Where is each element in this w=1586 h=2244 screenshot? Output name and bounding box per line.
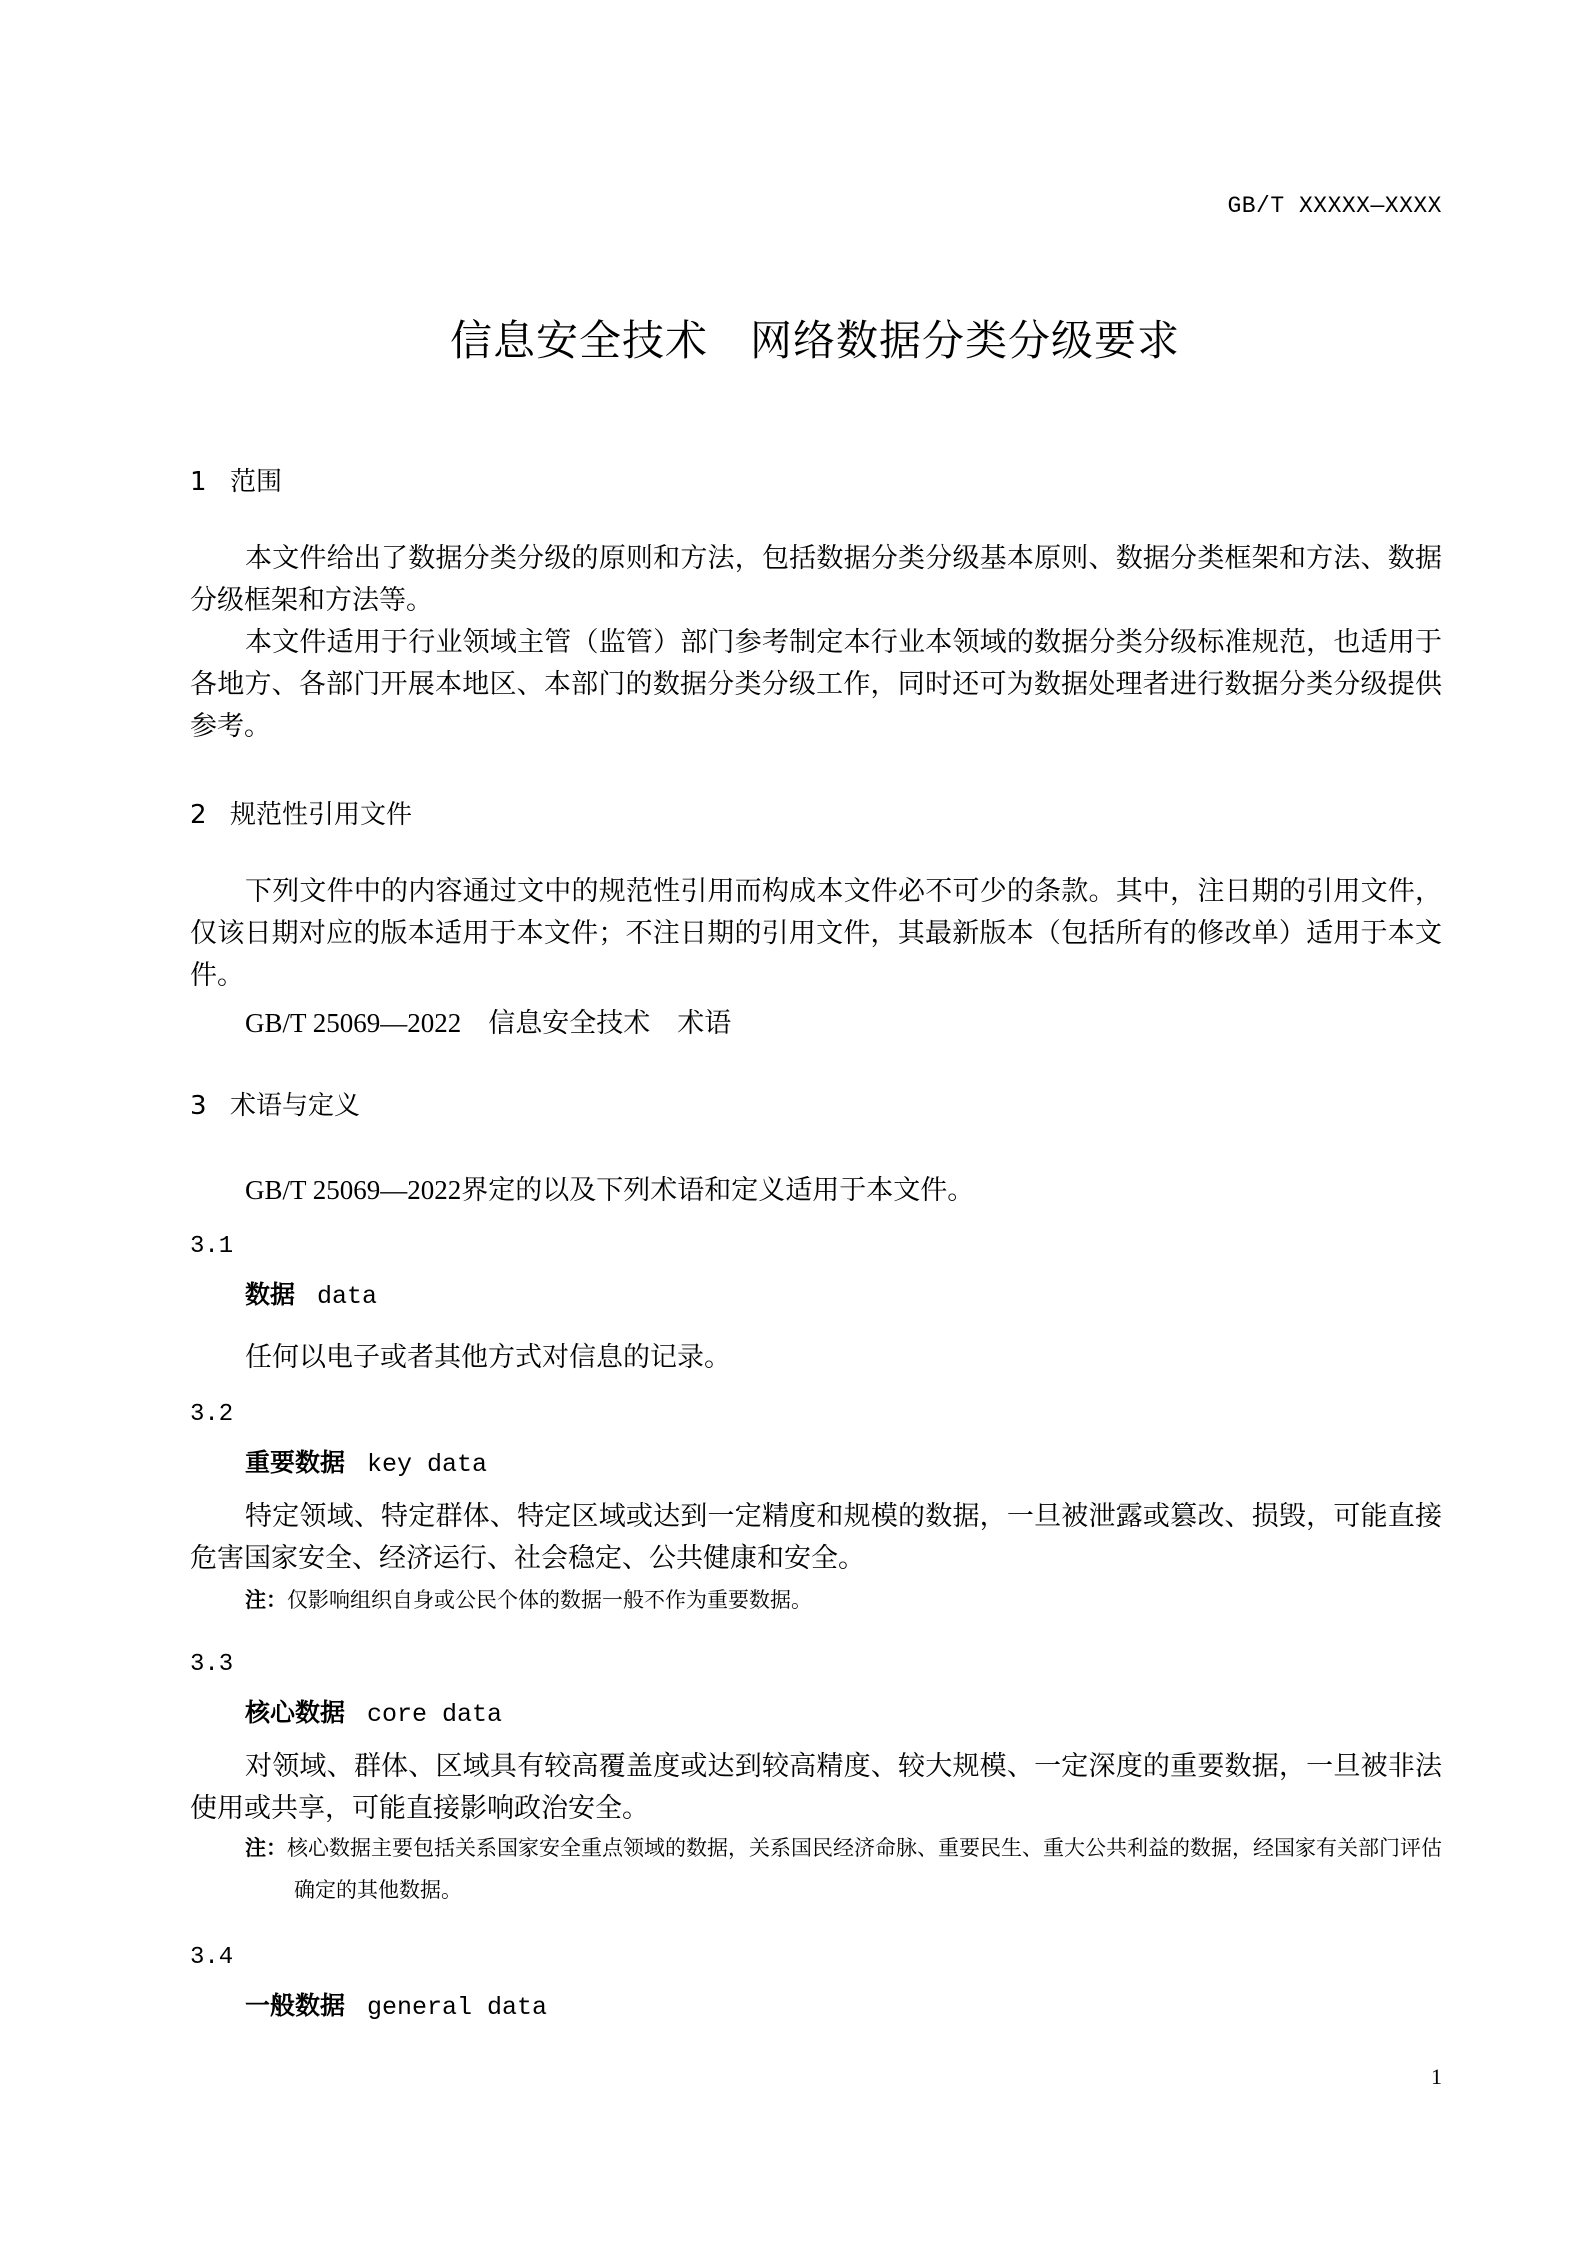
scope-paragraph-2: 本文件适用于行业领域主管（监管）部门参考制定本行业本领域的数据分类分级标准规范，也适用于各地方、各部门开展本地区、本部门的数据分类分级工作，同时还可为数据处理者进行数据分类分级提供参考。	[190, 627, 1442, 741]
section-heading-terms: 3 术语与定义	[190, 1091, 361, 1121]
term-title: 一般数据 general data	[245, 1991, 548, 2022]
page-title	[0, 308, 1586, 368]
term-title: 核心数据 core data	[245, 1698, 503, 1729]
title-part-2: 网络数据分类分级要求	[750, 316, 1181, 365]
section-heading-normative-references: 2 规范性引用文件	[190, 800, 413, 830]
reference-item: GB/T 25069—2022 信息安全技术 术语	[245, 1008, 732, 1038]
title-part-1: 信息安全技术	[449, 316, 708, 365]
term-definition: 任何以电子或者其他方式对信息的记录。	[245, 1342, 731, 1372]
scope-paragraph-1: 本文件给出了数据分类分级的原则和方法，包括数据分类分级基本原则、数据分类框架和方法、数据分级框架和方法等。	[190, 543, 1442, 615]
references-paragraph: 下列文件中的内容通过文中的规范性引用而构成本文件必不可少的条款。其中，注日期的引用文件，仅该日期对应的版本适用于本文件；不注日期的引用文件，其最新版本（包括所有的修改单）适用于本文件。	[190, 876, 1442, 990]
term-number: 3.3	[190, 1651, 234, 1678]
document-code: GB/T XXXXX—XXXX	[1227, 193, 1442, 219]
term-title: 数据 data	[245, 1280, 378, 1311]
term-definition: 对领域、群体、区域具有较高覆盖度或达到较高精度、较大规模、一定深度的重要数据，一旦被非法使用或共享，可能直接影响政治安全。	[190, 1751, 1442, 1823]
page-number: 1	[1431, 2064, 1442, 2089]
term-number: 3.4	[190, 1944, 234, 1971]
term-note: 注：仅影响组织自身或公民个体的数据一般不作为重要数据。	[245, 1588, 812, 1612]
term-title: 重要数据 key data	[245, 1448, 488, 1479]
section-heading-scope: 1 范围	[190, 467, 283, 497]
term-note: 注：核心数据主要包括关系国家安全重点领域的数据，关系国民经济命脉、重要民生、重大公共利益的数据，经国家有关部门评估确定的其他数据。	[245, 1836, 1442, 1902]
term-number: 3.2	[190, 1401, 234, 1428]
term-definition: 特定领域、特定群体、特定区域或达到一定精度和规模的数据，一旦被泄露或篡改、损毁，可能直接危害国家安全、经济运行、社会稳定、公共健康和安全。	[190, 1501, 1442, 1573]
term-number: 3.1	[190, 1233, 234, 1260]
terms-intro: GB/T 25069—2022界定的以及下列术语和定义适用于本文件。	[245, 1175, 975, 1205]
